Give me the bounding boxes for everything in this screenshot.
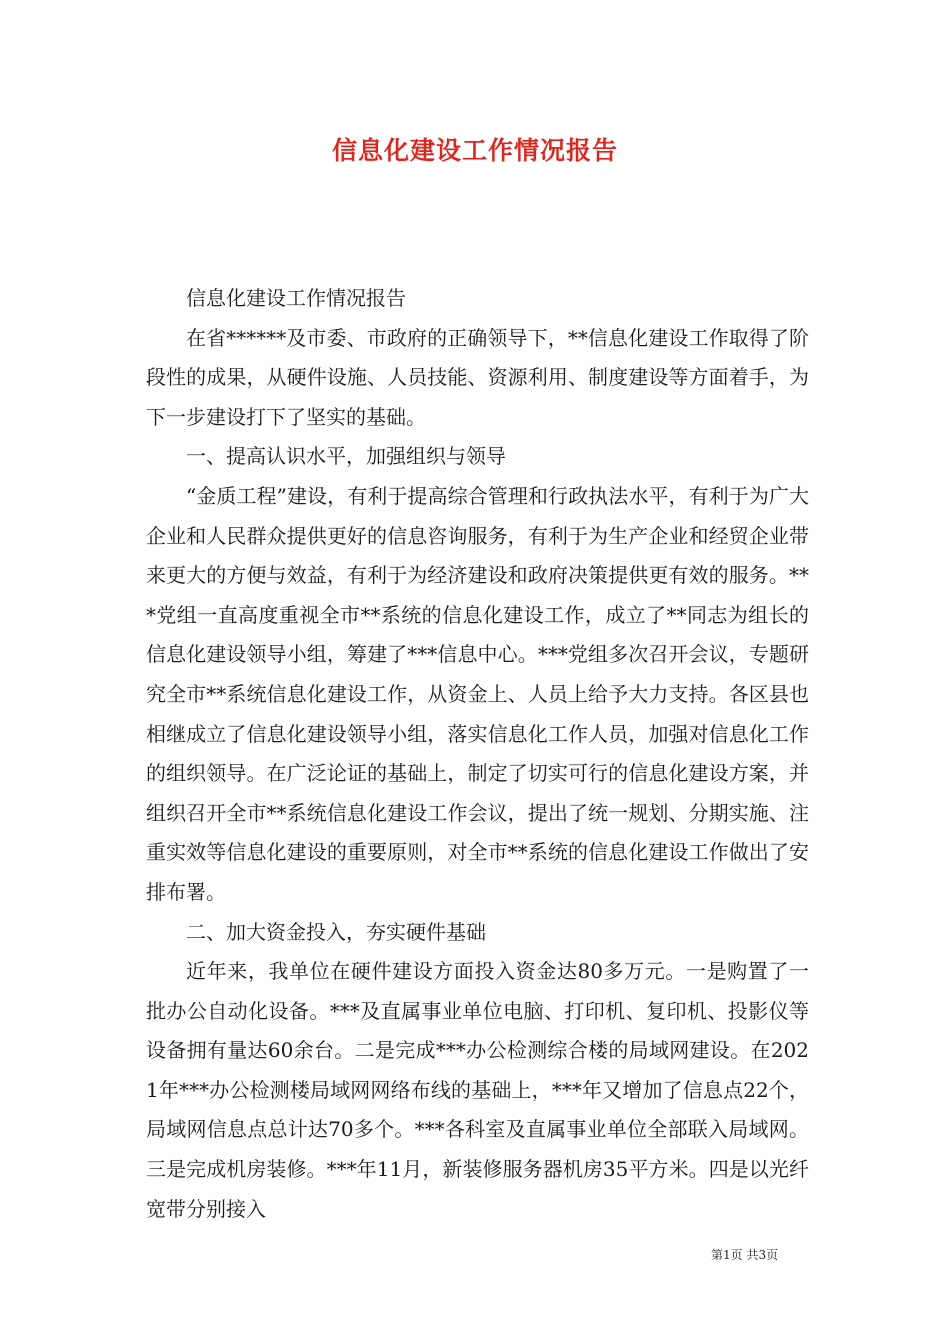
paragraph-intro: 在省******及市委、市政府的正确领导下，**信息化建设工作取得了阶段性的成果，从硬件设施、人员技能、资源利用、制度建设等方面着手，为下一步建设打下了坚实的基础。	[146, 325, 809, 429]
paragraph-section-2: 近年来，我单位在硬件建设方面投入资金达80多万元。一是购置了一批办公自动化设备。***及直属事业单位电脑、打印机、复印机、投影仪等设备拥有量达60余台。二是完成***办公检测综合楼的局域网建设。在2021年***办公检测楼局域网网络布线的基础上，***年又增加了信息点22个，局域网信息点总计达70多个。***各科室及直属事业单位全部联入局域网。三是完成机房装修。***年11月，新装修服务器机房35平方米。四是以光纤宽带分别接入	[146, 959, 809, 1221]
paragraph-section-1: “金质工程”建设，有利于提高综合管理和行政执法水平，有利于为广大企业和人民群众提供更好的信息咨询服务，有利于为生产企业和经贸企业带来更大的方便与效益，有利于为经济建设和政府决策提供更有效的服务。***党组一直高度重视全市**系统的信息化建设工作，成立了**同志为组长的信息化建设领导小组，筹建了***信息中心。***党组多次召开会议，专题研究全市**系统信息化建设工作，从资金上、人员上给予大力支持。各区县也相继成立了信息化建设领导小组，落实信息化工作人员，加强对信息化工作的组织领导。在广泛论证的基础上，制定了切实可行的信息化建设方案，并组织召开全市**系统信息化建设工作会议，提出了统一规划、分期实施、注重实效等信息化建设的重要原则，对全市**系统的信息化建设工作做出了安排布署。	[146, 483, 809, 904]
section-heading-1: 一、提高认识水平，加强组织与领导	[186, 444, 506, 469]
section-heading-2: 二、加大资金投入，夯实硬件基础	[186, 919, 486, 944]
document-body	[146, 279, 809, 1229]
page-title: 信息化建设工作情况报告	[331, 136, 618, 165]
paragraph-subtitle: 信息化建设工作情况报告	[186, 286, 406, 310]
page-number: 第1页 共3页	[711, 1248, 779, 1262]
